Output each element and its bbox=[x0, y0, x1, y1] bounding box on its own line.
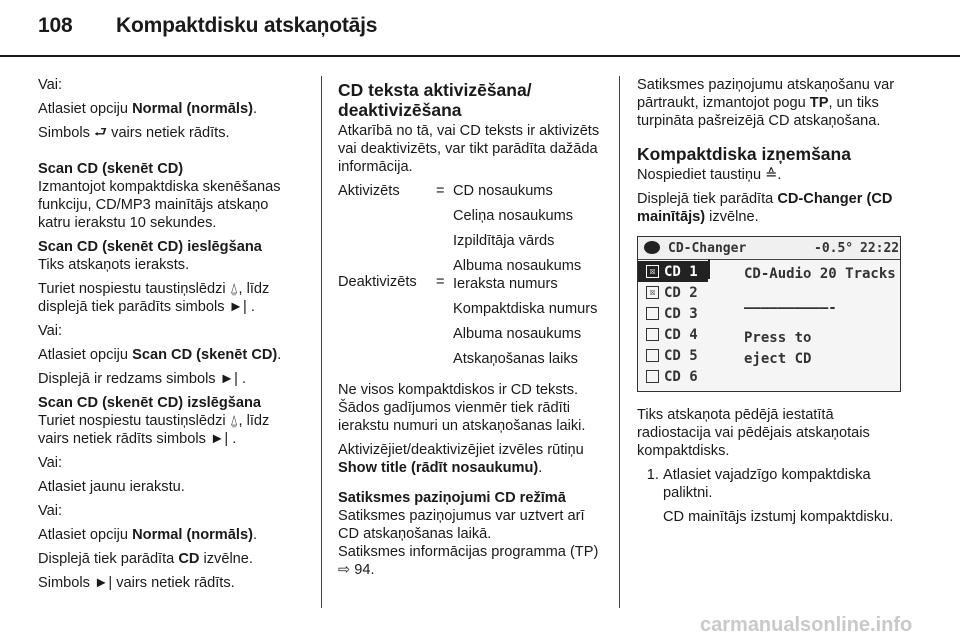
text: Nospiediet taustiņu ≙. bbox=[637, 167, 782, 183]
text: Atlasiet opciju Scan CD (skenēt CD). bbox=[38, 347, 282, 363]
cd-slot-1[interactable]: ☒ CD 1 bbox=[638, 261, 708, 282]
steps-list bbox=[637, 466, 907, 526]
list-item: 1. Atlasiet vajadzīgo kompaktdiska paliktni. CD mainītājs izstumj kompaktdisku. bbox=[663, 466, 907, 526]
text: Vai: bbox=[38, 77, 63, 93]
text: Vai: bbox=[38, 455, 63, 471]
section-heading: Kompaktdiska izņemšana bbox=[637, 144, 851, 164]
text: Tiks atskaņota pēdējā iestatītā radiostacija vai pēdējais atskaņotais kompaktdisks. bbox=[637, 407, 870, 459]
active-label: Aktivizēts bbox=[338, 183, 400, 199]
cd-text-table: Aktivizēts = CD nosaukums Celiņa nosaukums Izpildītāja vārds Deaktivizēts = Albuma nosaukums Ieraksta numurs Kompaktdiska numurs Albuma nosaukums Atskaņošanas laiks bbox=[338, 183, 598, 367]
text: Atkarībā no tā, vai CD teksts ir aktivizēts vai deaktivizēts, var tikt parādīta dažāda informācija. bbox=[338, 123, 600, 175]
text: Ne visos kompaktdiskos ir CD teksts. Šādos gadījumos vienmēr tiek rādīti ierakstu numuri un atskaņošanas laiki. bbox=[338, 382, 586, 434]
cd-slot-6[interactable]: CD 6 bbox=[638, 366, 708, 387]
cd-slot-3[interactable]: CD 3 bbox=[638, 303, 708, 324]
text: Aktivizējiet/deaktivizējiet izvēles rūtiņu Show title (rādīt nosaukumu). bbox=[338, 442, 584, 476]
text: Atlasiet jaunu ierakstu. bbox=[38, 479, 185, 495]
display-value: -0.5° bbox=[814, 241, 854, 256]
section-title: Scan CD (skenēt CD) izslēgšana bbox=[38, 395, 262, 411]
press-text-2: eject CD bbox=[744, 351, 812, 367]
cd-slot-5[interactable]: CD 5 bbox=[638, 345, 708, 366]
text: Displejā tiek parādīta CD-Changer (CD mainītājs) izvēlne. bbox=[637, 191, 893, 225]
text: Turiet nospiestu taustiņslēdzi ⍙, līdz displejā tiek parādīts simbols ►| . bbox=[38, 281, 270, 315]
page-header bbox=[38, 14, 377, 38]
text: Vai: bbox=[38, 323, 63, 339]
tracks-info: CD-Audio 20 Tracks bbox=[744, 266, 896, 282]
section-heading: CD teksta aktivizēšana/ deaktivizēšana bbox=[338, 80, 532, 120]
column-2 bbox=[338, 80, 608, 585]
watermark: carmanualsonline.info bbox=[700, 614, 913, 636]
text: Simbols ►| vairs netiek rādīts. bbox=[38, 575, 235, 591]
text: Tiks atskaņots ieraksts. bbox=[38, 257, 190, 273]
page-title: Kompaktdisku atskaņotājs bbox=[116, 14, 378, 37]
column-3 bbox=[637, 76, 907, 526]
display-title-bar bbox=[638, 237, 900, 260]
text: Displejā ir redzams simbols ►| . bbox=[38, 371, 247, 387]
press-text-1: Press to bbox=[744, 330, 812, 346]
text: Izmantojot kompaktdiska skenēšanas funkciju, CD/MP3 mainītājs atskaņo katru ierakstu 10 sekundes. bbox=[38, 179, 281, 231]
text: Atlasiet opciju Normal (normāls). bbox=[38, 527, 257, 543]
display-title: CD-Changer bbox=[668, 241, 747, 256]
column-1 bbox=[38, 76, 303, 598]
cd-slot-2[interactable]: ☒ CD 2 bbox=[638, 282, 708, 303]
cd-changer-display bbox=[637, 236, 901, 392]
dashes: ——————————- bbox=[744, 300, 837, 316]
page-number: 108 bbox=[38, 14, 73, 37]
cd-icon bbox=[644, 241, 660, 254]
text: Vai: bbox=[38, 503, 63, 519]
header-rule bbox=[0, 55, 960, 57]
section-title: Satiksmes paziņojumi CD režīmā bbox=[338, 490, 566, 506]
text: Satiksmes paziņojumus var uztvert arī CD atskaņošanas laikā. bbox=[338, 508, 585, 542]
section-title: Scan CD (skenēt CD) ieslēgšana bbox=[38, 239, 262, 255]
cd-slot-4[interactable]: CD 4 bbox=[638, 324, 708, 345]
text: Satiksmes informācijas programma (TP) ⇨ 94. bbox=[338, 544, 599, 578]
inactive-label: Deaktivizēts bbox=[338, 274, 417, 290]
column-divider bbox=[321, 76, 322, 608]
text: Satiksmes paziņojumu atskaņošanu var pārtraukt, izmantojot pogu TP, un tiks turpināta pašreizējā CD atskaņošana. bbox=[637, 77, 895, 129]
text: Simbols ⮐ vairs netiek rādīts. bbox=[38, 125, 230, 141]
text: Displejā tiek parādīta CD izvēlne. bbox=[38, 551, 253, 567]
column-divider bbox=[619, 76, 620, 608]
text: Atlasiet opciju Normal (normāls). bbox=[38, 101, 257, 117]
text: Turiet nospiestu taustiņslēdzi ⍙, līdz vairs netiek rādīts simbols ►| . bbox=[38, 413, 270, 447]
section-title: Scan CD (skenēt CD) bbox=[38, 161, 184, 177]
display-time: 22:22 bbox=[860, 241, 900, 256]
